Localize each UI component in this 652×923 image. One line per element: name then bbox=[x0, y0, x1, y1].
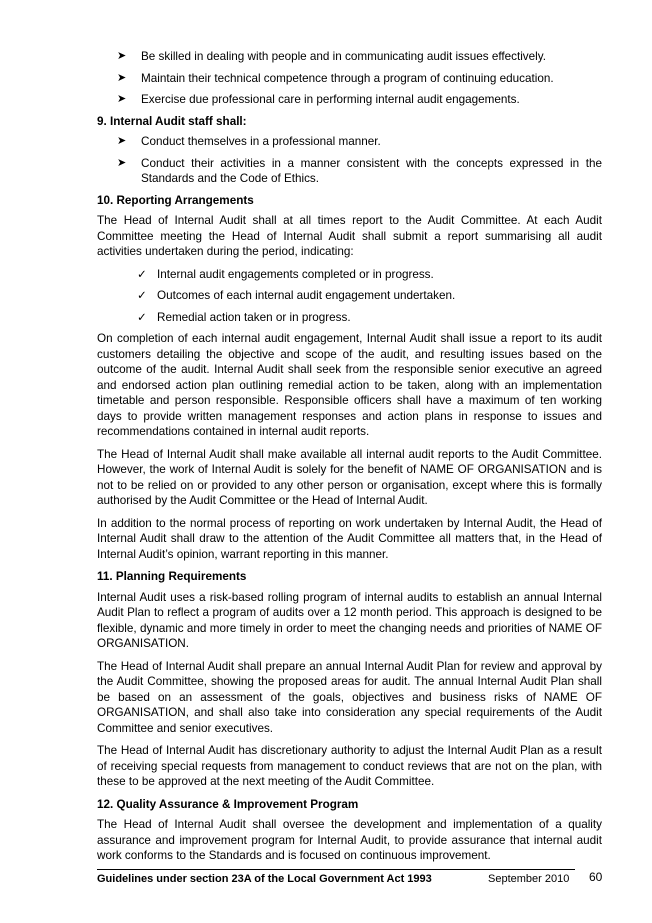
list-item: ✓ Internal audit engagements completed or in progress. bbox=[137, 267, 434, 281]
section-10-paragraph-4: In addition to the normal process of reporting on work undertaken by Internal Audit, the Head of Internal Audit shall draw to the attention of the Audit Committee all matters that, in the Head of Internal Audit’s opinion, warrant reporting in this manner. bbox=[97, 516, 602, 561]
footer-divider bbox=[97, 869, 575, 870]
arrow-bullet-icon: ➤ bbox=[117, 135, 127, 147]
footer-title: Guidelines under section 23A of the Local Government Act 1993 bbox=[97, 873, 432, 885]
list-item: ➤ Exercise due professional care in performing internal audit engagements. bbox=[117, 93, 520, 106]
arrow-bullet-icon: ➤ bbox=[117, 71, 127, 84]
page-number: 60 bbox=[589, 870, 603, 884]
checkmark-icon: ✓ bbox=[137, 310, 147, 324]
checkmark-icon: ✓ bbox=[137, 289, 147, 302]
document-body bbox=[97, 49, 602, 871]
section-12-paragraph-1: The Head of Internal Audit shall oversee the development and implementation of a quality assurance and improvement program for Internal Audit, to provide assurance that internal audit work conforms to the Standards and is focused on continuous improvement. bbox=[97, 818, 602, 862]
footer-date: September 2010 bbox=[488, 873, 570, 885]
checkmark-icon: ✓ bbox=[137, 267, 147, 281]
section-9-heading: 9. Internal Audit staff shall: bbox=[97, 114, 247, 128]
section-10-paragraph-2: On completion of each internal audit engagement, Internal Audit shall issue a report to its audit customers detailing the objective and scope of the audit, and resulting issues based on the outcome of the audit. Internal Audit shall seek from the responsible senior executive an agreed and endorsed action plan outlining remedial action to be taken, along with an implementation timetable and person responsible. Responsible officers shall have a maximum of ten working days to provide written management responses and action plans in response to issues and recommendations contained in internal audit reports. bbox=[97, 332, 602, 438]
list-item: ✓ Outcomes of each internal audit engagement undertaken. bbox=[137, 289, 456, 302]
section-9-bullet-list bbox=[97, 134, 602, 187]
section-10-check-list bbox=[97, 267, 602, 326]
list-item: ➤ Be skilled in dealing with people and in communicating audit issues effectively. bbox=[117, 50, 546, 63]
section-12-heading: 12. Quality Assurance & Improvement Program bbox=[97, 797, 359, 811]
section-10-paragraph-1: The Head of Internal Audit shall at all times report to the Audit Committee. At each Audit Committee meeting the Head of Internal Audit shall submit a report summarising all audit activities undertaken during the period, indicating: bbox=[97, 214, 602, 258]
list-item: ✓ Remedial action taken or in progress. bbox=[137, 310, 351, 324]
section-10-heading: 10. Reporting Arrangements bbox=[97, 193, 254, 207]
intro-bullet-list bbox=[97, 49, 602, 108]
section-11-heading: 11. Planning Requirements bbox=[97, 570, 247, 583]
list-item: ➤ Conduct their activities in a manner consistent with the concepts expressed in the Standards and the Code of Ethics. bbox=[117, 156, 602, 185]
list-item: ➤ Conduct themselves in a professional manner. bbox=[117, 135, 381, 148]
list-item: ➤ Maintain their technical competence through a program of continuing education. bbox=[117, 71, 554, 85]
arrow-bullet-icon: ➤ bbox=[117, 50, 127, 62]
arrow-bullet-icon: ➤ bbox=[117, 93, 127, 105]
section-11-paragraph-1: Internal Audit uses a risk-based rolling program of internal audits to establish an annual Internal Audit Plan to reflect a program of audits over a 12 month period. This approach is designed to be flexible, dynamic and more timely in order to meet the changing needs and priorities of NAME OF ORGANISATION. bbox=[97, 590, 602, 650]
section-11-paragraph-3: The Head of Internal Audit has discretionary authority to adjust the Internal Audit Plan as a result of receiving special requests from management to conduct reviews that are not on the plan, with these to be approved at the next meeting of the Audit Committee. bbox=[97, 744, 602, 788]
arrow-bullet-icon: ➤ bbox=[117, 156, 127, 169]
section-10-paragraph-3: The Head of Internal Audit shall make available all internal audit reports to the Audit Committee. However, the work of Internal Audit is solely for the benefit of NAME OF ORGANISATION and is not to be relied on or provided to any other person or organisation, except where this is formally authorised by the Audit Committee or the Head of Internal Audit. bbox=[97, 447, 602, 507]
section-11-paragraph-2: The Head of Internal Audit shall prepare an annual Internal Audit Plan for review and approval by the Audit Committee, showing the proposed areas for audit. The annual Internal Audit Plan shall be based on an assessment of the goals, objectives and business risks of NAME OF ORGANISATION, and shall also take into consideration any special requirements of the Audit Committee and senior executives. bbox=[97, 659, 602, 735]
